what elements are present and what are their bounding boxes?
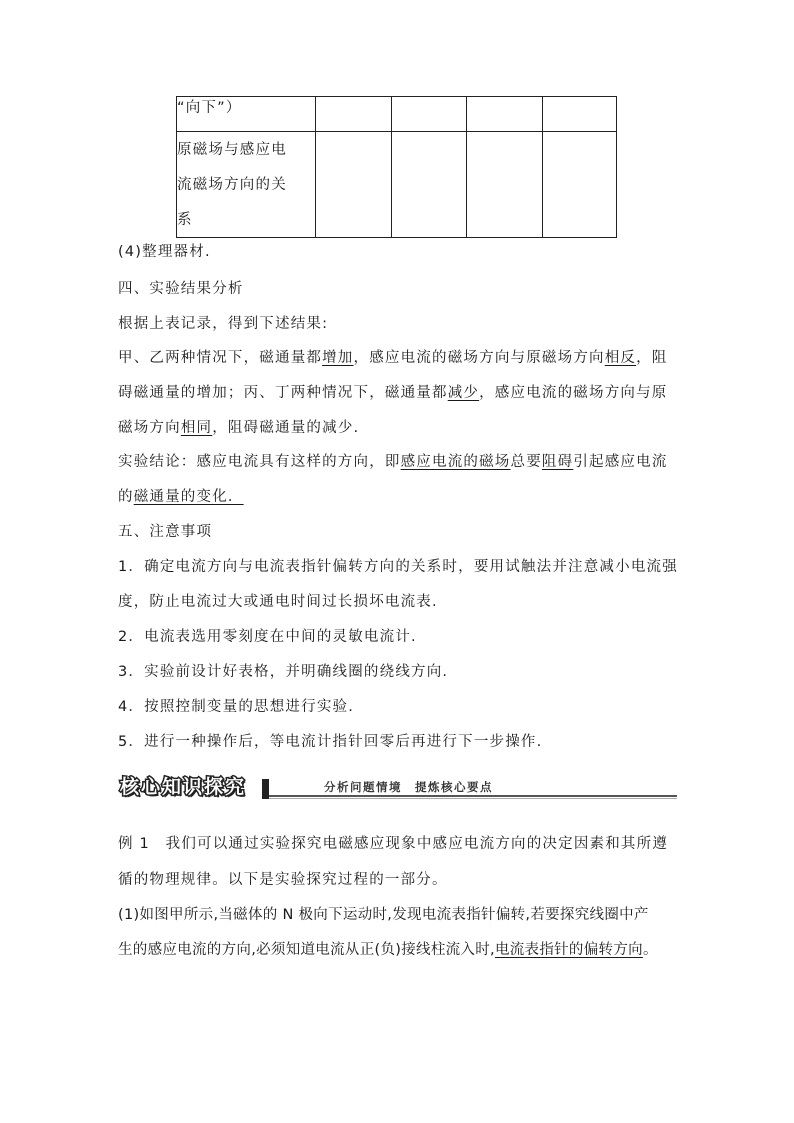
table-cell xyxy=(543,97,617,132)
table-cell xyxy=(316,97,392,132)
result-paragraph-line: 碍磁通量的增加；丙、丁两种情况下，磁通量都减少，感应电流的磁场方向与原 xyxy=(118,385,668,401)
conclusion-line: 实验结论：感应电流具有这样的方向，即感应电流的磁场总要阻碍引起感应电流 xyxy=(118,454,668,470)
table-cell xyxy=(392,97,467,132)
section-banner-subtitle: 分析问题情境 提炼核心要点 xyxy=(324,780,493,794)
answer-blank: 磁通量的变化． xyxy=(133,489,244,505)
section-banner-title: 核心知识探究 xyxy=(120,776,247,798)
result-paragraph-line: 磁场方向相同，阻碍磁通量的减少. xyxy=(118,420,360,436)
example-1-question: (1)如图甲所示,当磁体的 N 极向下运动时,发现电流表指针偏转,若要探究线圈中产 xyxy=(118,907,649,923)
section-5-title: 五、注意事项 xyxy=(118,524,213,540)
answer-blank: 相同 xyxy=(180,420,213,436)
answer-blank: 感应电流的磁场 xyxy=(400,454,511,470)
experiment-table xyxy=(176,96,617,238)
note-5: 5．进行一种操作后，等电流计指针回零后再进行下一步操作. xyxy=(118,734,543,750)
answer-blank: 电流表指针的偏转方向 xyxy=(494,942,643,958)
table-cell xyxy=(543,132,617,238)
banner-rule xyxy=(269,795,677,797)
note-1: 1．确定电流方向与电流表指针偏转方向的关系时，要用试触法并注意减小电流强 xyxy=(118,559,678,575)
example-1-line: 循的物理规律。以下是实验探究过程的一部分。 xyxy=(118,872,448,888)
answer-blank: 阻碍 xyxy=(541,454,574,470)
note-2: 2．电流表选用零刻度在中间的灵敏电流计. xyxy=(118,629,417,645)
table-row-label: 原磁场与感应电 流磁场方向的关 系 xyxy=(177,132,316,238)
table-cell xyxy=(467,97,543,132)
note-3: 3．实验前设计好表格，并明确线圈的绕线方向. xyxy=(118,664,449,680)
section-4-title: 四、实验结果分析 xyxy=(118,281,244,297)
section-4-intro: 根据上表记录，得到下述结果: xyxy=(118,316,329,332)
example-1-question: 生的感应电流的方向,必须知道电流从正(负)接线柱流入时,电流表指针的偏转方向。 xyxy=(118,942,658,958)
example-1-line: 例 1 我们可以通过实验探究电磁感应现象中感应电流方向的决定因素和其所遵 xyxy=(118,836,669,852)
table-cell xyxy=(392,132,467,238)
step-4: (4)整理器材. xyxy=(118,244,211,260)
result-paragraph-line: 甲、乙两种情况下，磁通量都增加，感应电流的磁场方向与原磁场方向相反，阻 xyxy=(118,350,668,366)
answer-blank: 相反 xyxy=(604,350,637,366)
table-row-label: “向下”） xyxy=(177,97,316,132)
conclusion-line: 的磁通量的变化． xyxy=(118,489,244,505)
note-4: 4．按照控制变量的思想进行实验. xyxy=(118,699,355,715)
banner-rule-thin xyxy=(269,798,677,799)
answer-blank: 减少 xyxy=(447,385,480,401)
table-cell xyxy=(467,132,543,238)
banner-divider xyxy=(262,779,269,799)
table-cell xyxy=(316,132,392,238)
note-1-cont: 度，防止电流过大或通电时间过长损坏电流表. xyxy=(118,594,438,610)
table-row xyxy=(177,132,617,238)
answer-blank: 增加 xyxy=(322,350,354,366)
table-row xyxy=(177,97,617,132)
